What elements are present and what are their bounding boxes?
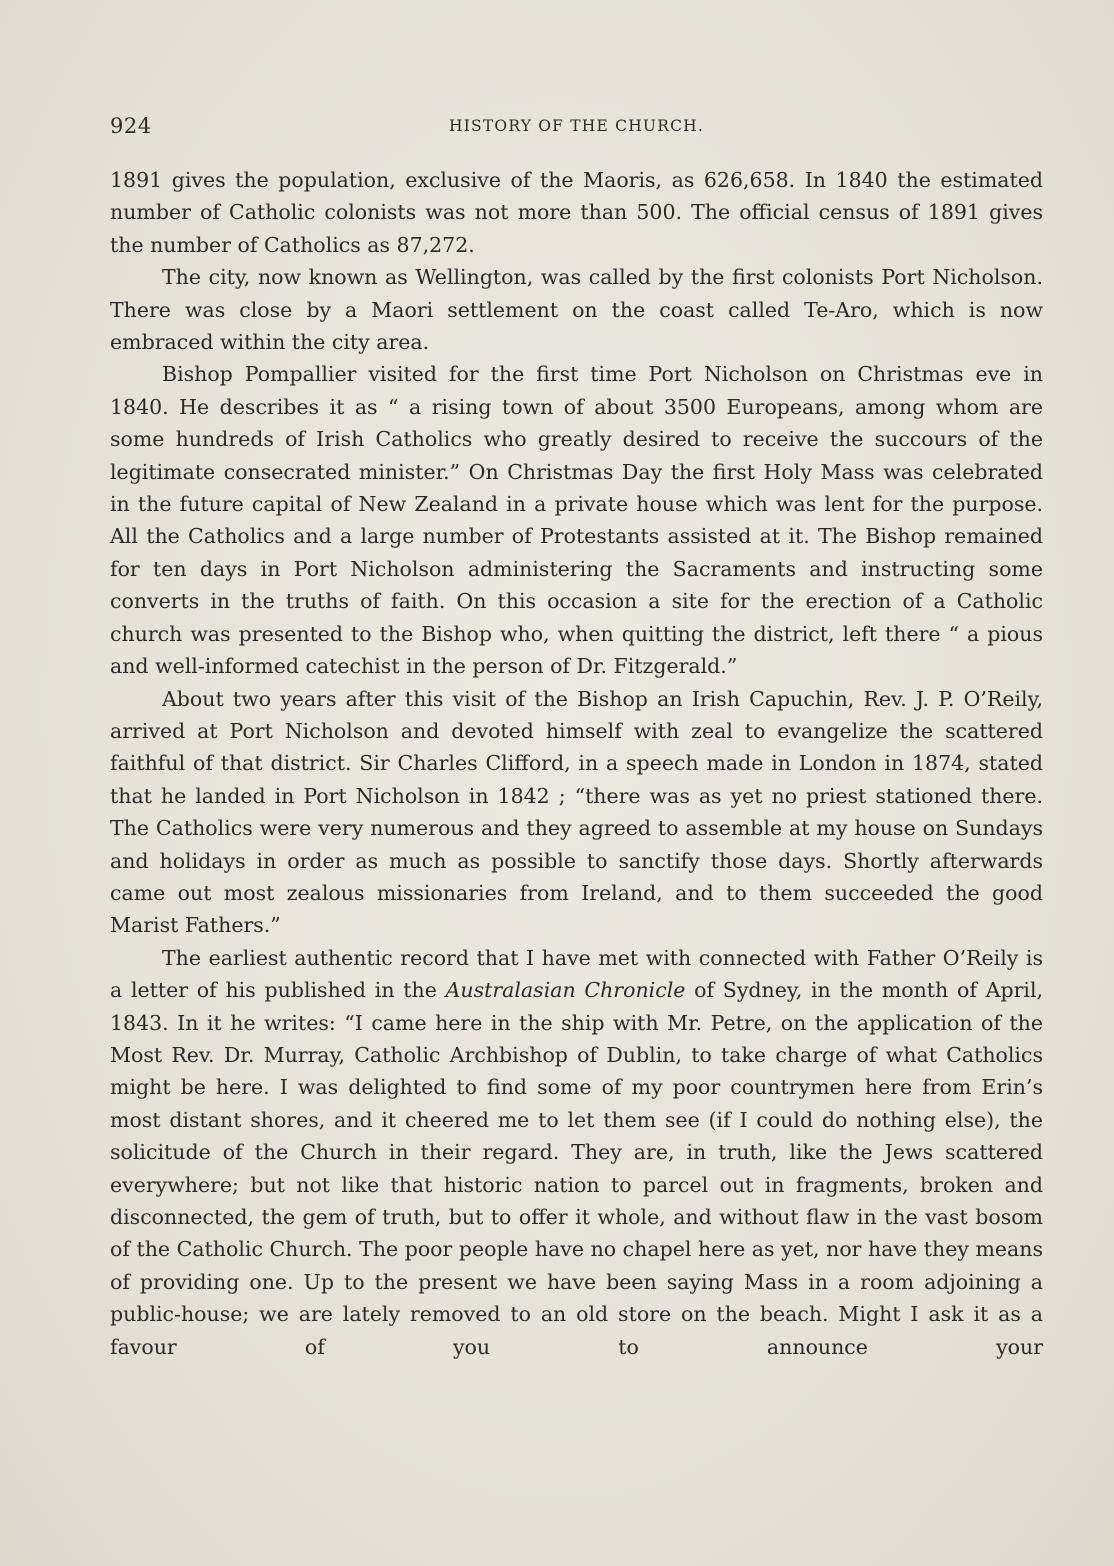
paragraph-text: About two years after this visit of the Bishop an Irish Capuchin, Rev. J. P. O’Reily, arrived at Port Nicholson and devoted himself with zeal to evangelize the scattered faithful of that district. Sir Charles Clifford, in a speech made in London in 1874, stated that he landed in Port Nicholson in 1842 ; “there was as yet no priest stationed there. The Catholics were very numerous and they agreed to assemble at my house on Sundays and holidays in order as much as possible to sanctify those days. Shortly afterwards came out most zealous missionaries from Ireland, and to them succeeded the good Marist Fathers.” [110,686,1043,938]
paragraph [110,942,1043,1363]
page-number: 924 [110,114,152,138]
paragraph [110,683,1043,942]
page-header [110,114,1043,144]
paragraph-text: 1891 gives the population, exclusive of the Maoris, as 626,658. In 1840 the estimated number of Catholic colonists was not more than 500. The official census of 1891 gives the number of Catholics as 87,272. [110,168,1043,257]
paragraph-text: of Sydney, in the month of April, 1843. In it he writes: “I came here in the ship with Mr. Petre, on the application of the Most Rev. Dr. Murray, Catholic Archbishop of Dublin, to take charge of what Catholics might be here. I was delighted to find some of my poor countrymen here from Erin’s most distant shores, and it cheered me to let them see (if I could do nothing else), the solicitude of the Church in their regard. They are, in truth, like the Jews scattered everywhere; but not like that historic nation to parcel out in fragments, broken and disconnected, the gem of truth, but to offer it whole, and without flaw in the vast bosom of the Catholic Church. The poor people have no chapel here as yet, nor have they means of providing one. Up to the present we have been saying Mass in a room adjoining a public-house; we are lately removed to an old store on the beach. Might I ask it as a favour of you to announce your [110,978,1044,1359]
paragraph [110,261,1043,358]
paragraph [110,164,1043,261]
paragraph-text: Bishop Pompallier visited for the first time Port Nicholson on Christmas eve in 1840. He describes it as “ a rising town of about 3500 Europeans, among whom are some hundreds of Irish Catholics who greatly desired to receive the succours of the legitimate consecrated minister.” On Christmas Day the first Holy Mass was celebrated in the future capital of New Zealand in a private house which was lent for the purpose. All the Catholics and a large number of Protestants assisted at it. The Bishop remained for ten days in Port Nicholson administering the Sacraments and instructing some converts in the truths of faith. On this occasion a site for the erection of a Catholic church was presented to the Bishop who, when quitting the district, left there “ a pious and well-informed catechist in the person of Dr. Fitzgerald.” [110,362,1043,679]
paragraph-text: The city, now known as Wellington, was called by the first colonists Port Nicholson. There was close by a Maori settlement on the coast called Te-Aro, which is now embraced within the city area. [110,265,1043,355]
paragraph [110,358,1043,682]
running-head: HISTORY OF THE CHURCH. [449,117,704,135]
periodical-title: Australasian Chronicle [445,978,686,1003]
body-text [110,164,1043,1363]
paragraph-text: The earliest authentic record that I have met with connected with Father O’Reily is a letter of his published in the [110,945,1043,1003]
